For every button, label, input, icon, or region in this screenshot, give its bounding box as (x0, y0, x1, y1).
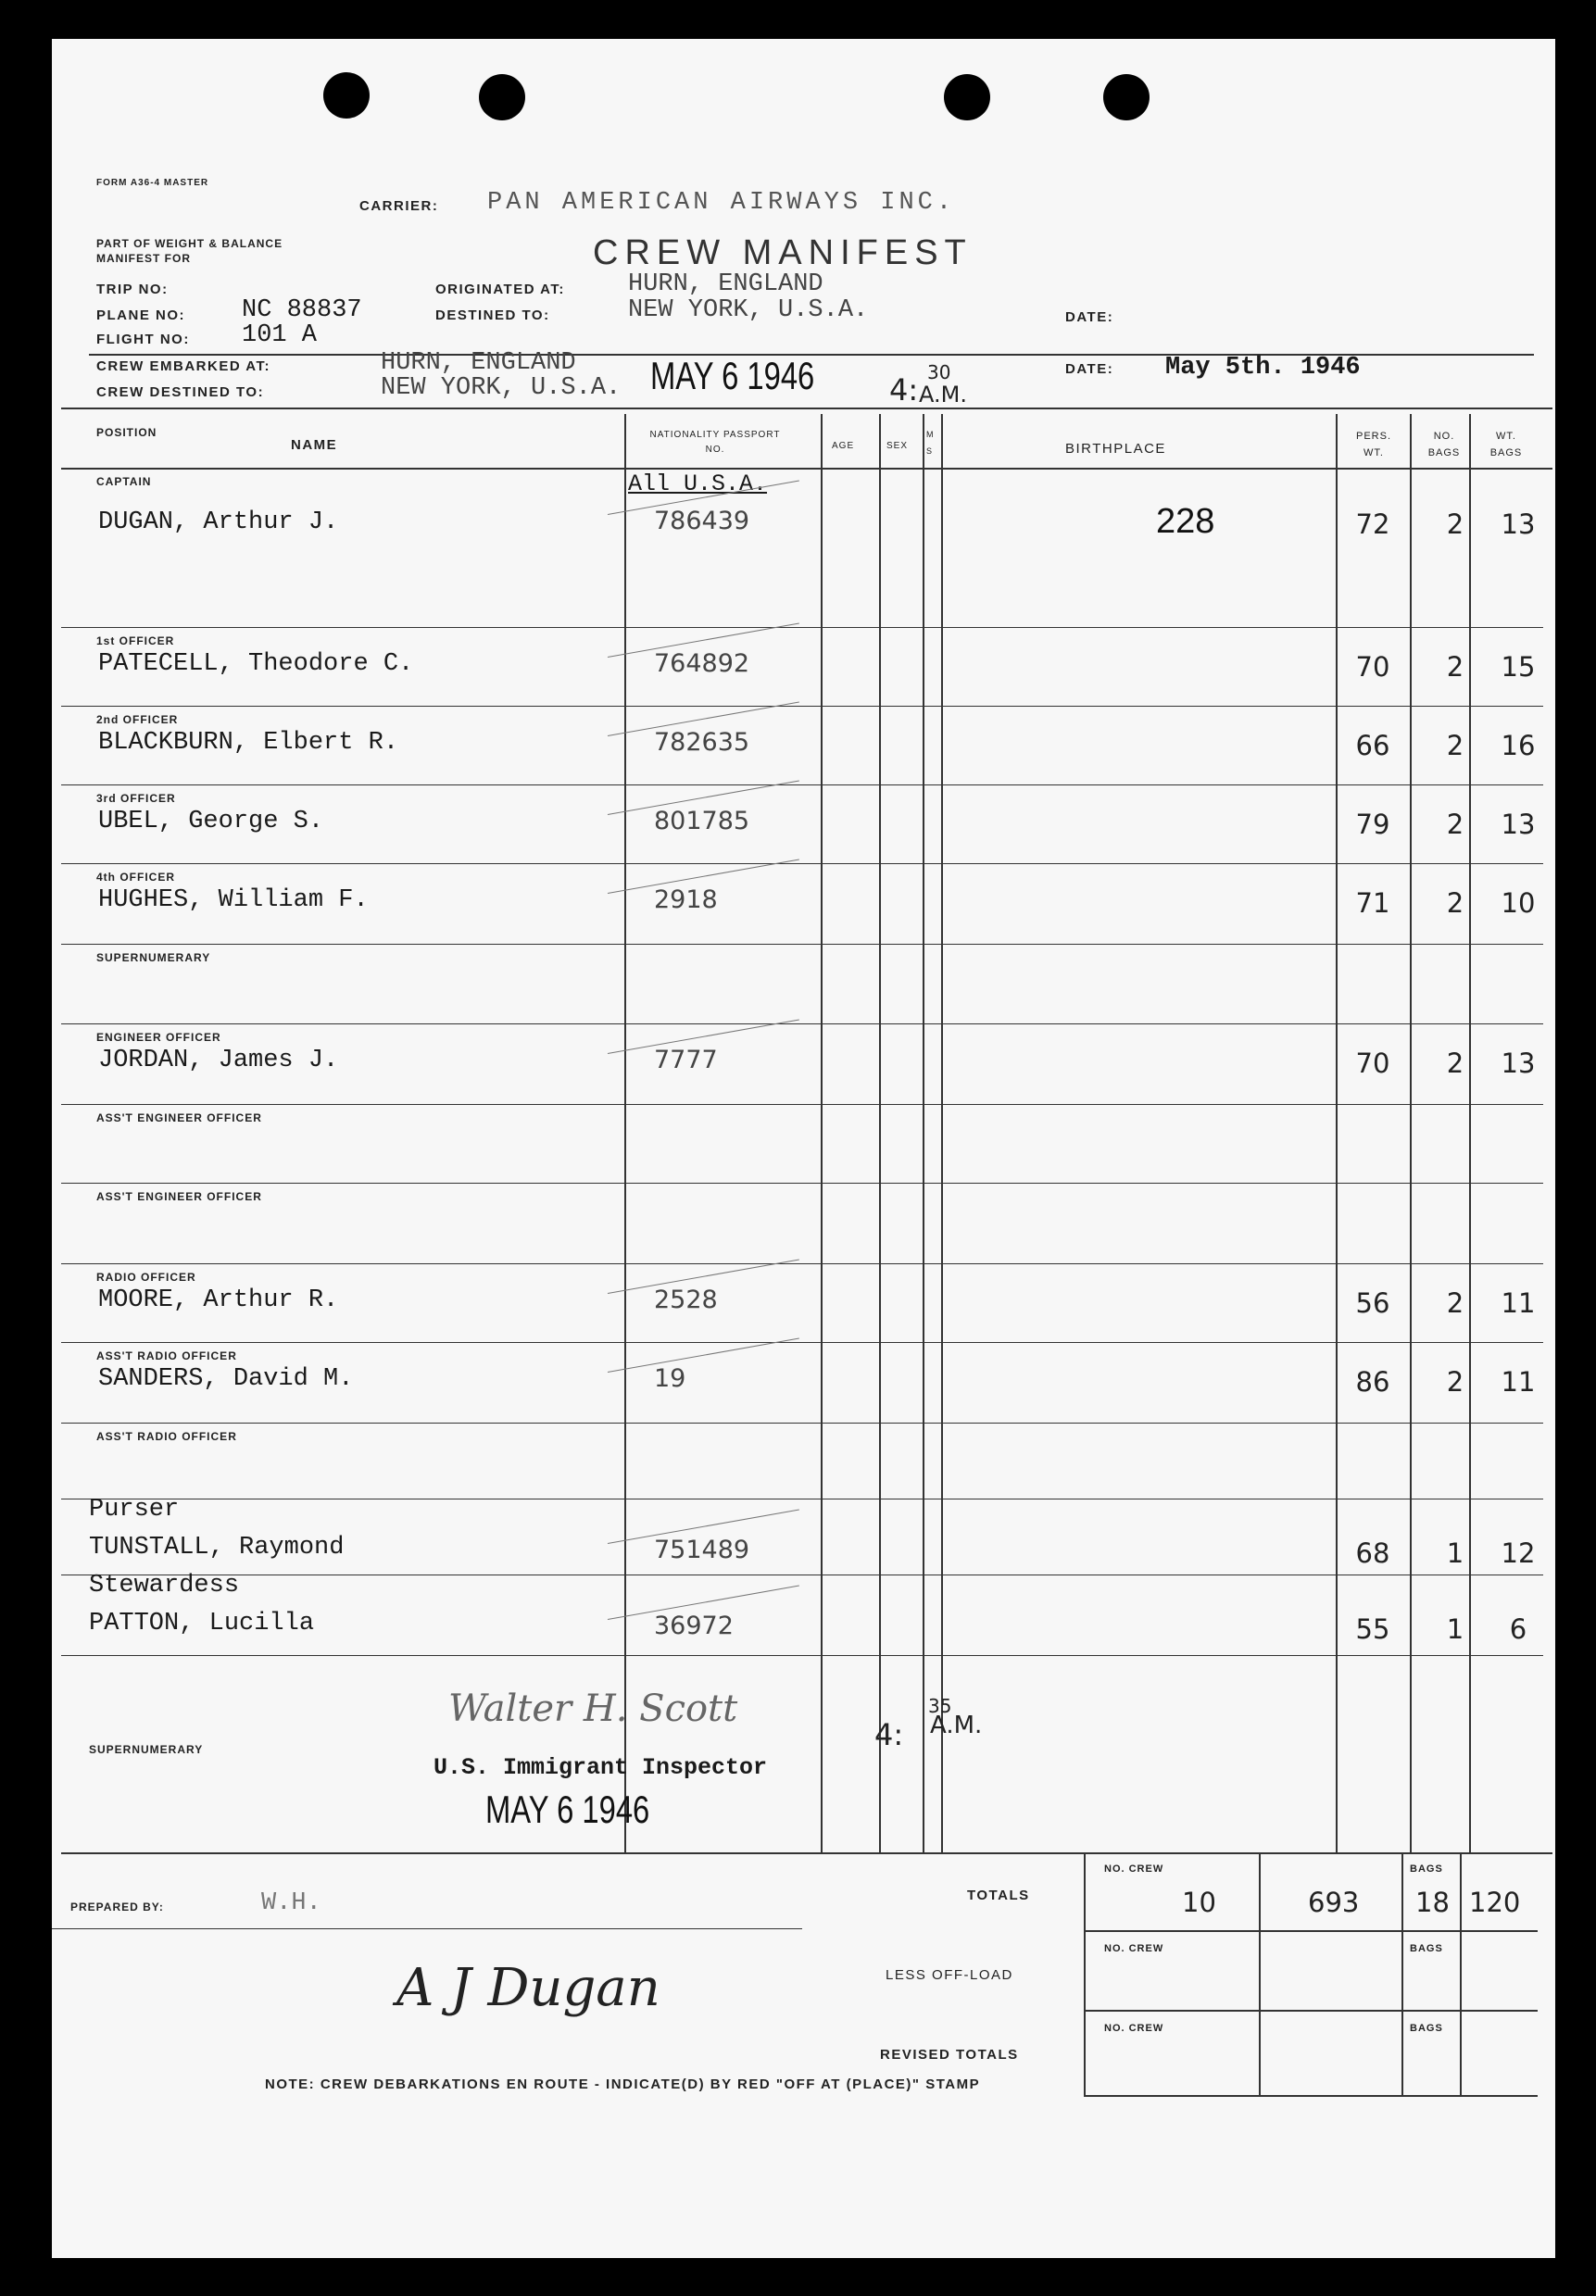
divider (1084, 2095, 1538, 2097)
crew-bag-wt: 10 (1501, 887, 1536, 919)
passport-number: 782635 (654, 728, 750, 757)
crew-name: JORDAN, James J. (98, 1047, 339, 1074)
crew-wt: 79 (1355, 809, 1390, 840)
manifest-page (52, 39, 1555, 2258)
crew-bags: 1 (1446, 1537, 1464, 1569)
originated-label: ORIGINATED AT: (435, 282, 565, 297)
crew-position: SUPERNUMERARY (96, 951, 211, 964)
crew-bag-wt: 15 (1501, 651, 1536, 683)
part-of-label: PART OF WEIGHT & BALANCE (96, 237, 283, 250)
crew-name: HUGHES, William F. (98, 886, 369, 914)
crew-row (52, 784, 1555, 863)
flight-no-label: FLIGHT NO: (96, 332, 190, 347)
crew-row (52, 468, 1555, 627)
punch-hole (479, 74, 525, 120)
row-divider (61, 1655, 1543, 1656)
inspector-time-minute: 35 (928, 1695, 952, 1717)
punch-hole (944, 74, 990, 120)
totals-bags-label: BAGS (1410, 1863, 1443, 1875)
crew-embarked-label: CREW EMBARKED AT: (96, 358, 270, 374)
revised-crew-label: NO. CREW (1104, 2023, 1164, 2034)
date-stamp: MAY 6 1946 (650, 354, 815, 397)
flight-no-value: 101 A (242, 321, 318, 349)
crew-embarked-value: HURN, ENGLAND (381, 349, 576, 377)
crew-row (52, 1342, 1555, 1423)
stamp-time-minute: 30 (927, 361, 951, 383)
page-title: CREW MANIFEST (593, 233, 973, 272)
col-nationality: NATIONALITY PASSPORT NO. (649, 430, 781, 455)
col-pers-wt: PERS. WT. (1355, 431, 1391, 458)
crew-name: PATECELL, Theodore C. (98, 650, 414, 678)
passport-number: 751489 (654, 1536, 750, 1564)
crew-position: ASS'T RADIO OFFICER (96, 1349, 237, 1362)
crew-wt: 68 (1355, 1537, 1390, 1569)
form-number: FORM A36-4 MASTER (96, 178, 209, 188)
crew-row (52, 1496, 1555, 1575)
crew-bag-wt: 13 (1501, 809, 1536, 840)
passport-number: 7777 (654, 1046, 718, 1074)
crew-name: BLACKBURN, Elbert R. (98, 729, 399, 757)
date2-label: DATE: (1065, 361, 1114, 377)
stamp-time-hour: 4: (889, 372, 919, 408)
crew-bag-wt: 13 (1501, 1048, 1536, 1079)
crew-row (52, 944, 1555, 1023)
col-ms: M S (926, 430, 935, 456)
totals-weight: 693 (1308, 1887, 1360, 1918)
crew-destined-label: CREW DESTINED TO: (96, 384, 265, 400)
crew-row (52, 1572, 1555, 1655)
totals-crew: 10 (1182, 1887, 1216, 1918)
crew-bag-wt: 13 (1501, 508, 1536, 540)
crew-position: 2nd OFFICER (96, 713, 179, 726)
crew-wt: 70 (1355, 1048, 1390, 1079)
inspector-time-hour: 4: (874, 1717, 904, 1752)
crew-bag-wt: 6 (1509, 1613, 1527, 1645)
crew-row (52, 1023, 1555, 1104)
crew-bags: 2 (1446, 1287, 1464, 1319)
totals-line (1259, 1852, 1261, 2097)
col-name: NAME (291, 437, 338, 453)
passport-number: 2528 (654, 1286, 718, 1314)
date-label: DATE: (1065, 309, 1114, 325)
totals-bags: 18 (1415, 1887, 1450, 1918)
crew-wt: 72 (1355, 508, 1390, 540)
crew-position: 3rd OFFICER (96, 792, 176, 805)
plane-no-value: NC 88837 (242, 296, 362, 324)
crew-wt: 86 (1355, 1366, 1390, 1398)
trip-no-label: TRIP NO: (96, 282, 169, 297)
passport-number: 786439 (654, 507, 750, 535)
crew-bag-wt: 16 (1501, 730, 1536, 761)
crew-wt: 70 (1355, 651, 1390, 683)
crew-row (52, 1104, 1555, 1183)
crew-row (52, 1183, 1555, 1263)
totals-bag-weight: 120 (1469, 1887, 1521, 1918)
col-no-bags: NO. BAGS (1427, 431, 1461, 458)
crew-bags: 2 (1446, 730, 1464, 761)
totals-line (1401, 1852, 1403, 2097)
offload-crew-label: NO. CREW (1104, 1943, 1164, 1954)
crew-destined-value: NEW YORK, U.S.A. (381, 374, 622, 402)
crew-row (52, 627, 1555, 706)
crew-bag-wt: 12 (1501, 1537, 1536, 1569)
crew-row (52, 1423, 1555, 1499)
passport-number: 36972 (654, 1612, 734, 1640)
manifest-for-label: MANIFEST FOR (96, 252, 191, 265)
plane-no-label: PLANE NO: (96, 307, 185, 323)
crew-bags: 2 (1446, 1048, 1464, 1079)
crew-bags: 2 (1446, 508, 1464, 540)
crew-bags: 2 (1446, 1366, 1464, 1398)
crew-row (52, 706, 1555, 784)
col-wt-bags: WT. BAGS (1489, 431, 1523, 458)
crew-name: DUGAN, Arthur J. (98, 508, 339, 536)
crew-name: MOORE, Arthur R. (98, 1286, 339, 1314)
crew-name: TUNSTALL, Raymond (89, 1534, 345, 1562)
crew-name: UBEL, George S. (98, 808, 324, 835)
destined-value: NEW YORK, U.S.A. (628, 296, 869, 324)
crew-position: 4th OFFICER (96, 871, 175, 884)
passport-number: 2918 (654, 885, 718, 914)
crew-bags: 1 (1446, 1613, 1464, 1645)
crew-name: PATTON, Lucilla (89, 1610, 315, 1637)
passport-number: 801785 (654, 807, 750, 835)
crew-position: 1st OFFICER (96, 634, 175, 647)
divider (52, 1928, 802, 1929)
crew-position: Stewardess (89, 1572, 240, 1600)
divider (61, 1852, 1552, 1854)
inspector-title: U.S. Immigrant Inspector (434, 1754, 768, 1781)
less-offload-label: LESS OFF-LOAD (886, 1967, 1013, 1983)
punch-hole (323, 72, 370, 119)
crew-position: RADIO OFFICER (96, 1271, 196, 1284)
prepared-by-label: PREPARED BY: (70, 1901, 164, 1913)
col-sex: SEX (886, 441, 909, 451)
originated-value: HURN, ENGLAND (628, 270, 823, 298)
destined-label: DESTINED TO: (435, 307, 550, 323)
crew-position: CAPTAIN (96, 475, 152, 488)
revised-bags-label: BAGS (1410, 2023, 1443, 2034)
crew-wt: 55 (1355, 1613, 1390, 1645)
revised-totals-label: REVISED TOTALS (880, 2047, 1019, 2063)
crew-bags: 2 (1446, 809, 1464, 840)
crew-position: Purser (89, 1496, 180, 1524)
crew-wt: 66 (1355, 730, 1390, 761)
crew-bag-wt: 11 (1501, 1287, 1536, 1319)
carrier-value: PAN AMERICAN AIRWAYS INC. (487, 189, 956, 217)
inspector-signature: Walter H. Scott (448, 1687, 738, 1730)
punch-hole (1103, 74, 1150, 120)
totals-line (1084, 1852, 1086, 2097)
passport-number: 19 (654, 1364, 686, 1393)
inspector-stamp-date: MAY 6 1946 (485, 1788, 650, 1831)
crew-position: ENGINEER OFFICER (96, 1031, 221, 1044)
passport-number: 764892 (654, 649, 750, 678)
crew-row (52, 1263, 1555, 1342)
note-text: NOTE: CREW DEBARKATIONS EN ROUTE - INDICATE(D) BY RED "OFF AT (PLACE)" STAMP (265, 2076, 981, 2092)
crew-wt: 56 (1355, 1287, 1390, 1319)
col-position: POSITION (96, 426, 157, 439)
stamp-time-ampm: A.M. (919, 382, 967, 408)
divider (1084, 1930, 1538, 1932)
col-age: AGE (832, 441, 855, 451)
offload-bags-label: BAGS (1410, 1943, 1443, 1954)
date2-value: May 5th. 1946 (1165, 354, 1361, 382)
inspector-time-ampm: A.M. (930, 1712, 983, 1739)
col-birthplace: BIRTHPLACE (1065, 441, 1166, 457)
divider (61, 408, 1552, 409)
captain-signature: A J Dugan (396, 1958, 660, 2018)
carrier-label: CARRIER: (359, 198, 439, 214)
crew-bags: 2 (1446, 651, 1464, 683)
totals-label: TOTALS (967, 1888, 1030, 1903)
crew-bags: 2 (1446, 887, 1464, 919)
stamp-number: 228 (1156, 502, 1215, 541)
crew-position: ASS'T RADIO OFFICER (96, 1430, 237, 1443)
crew-row (52, 863, 1555, 944)
crew-name: SANDERS, David M. (98, 1365, 354, 1393)
totals-crew-label: NO. CREW (1104, 1863, 1164, 1875)
supernumerary-label: SUPERNUMERARY (89, 1743, 204, 1756)
nationality-all: All U.S.A. (628, 470, 768, 497)
crew-bag-wt: 11 (1501, 1366, 1536, 1398)
crew-wt: 71 (1355, 887, 1390, 919)
passport-check-mark (608, 1338, 799, 1373)
crew-position: ASS'T ENGINEER OFFICER (96, 1111, 262, 1124)
prepared-by-value: W.H. (261, 1889, 321, 1917)
divider (1084, 2010, 1538, 2012)
crew-position: ASS'T ENGINEER OFFICER (96, 1190, 262, 1203)
totals-line (1460, 1852, 1462, 2097)
